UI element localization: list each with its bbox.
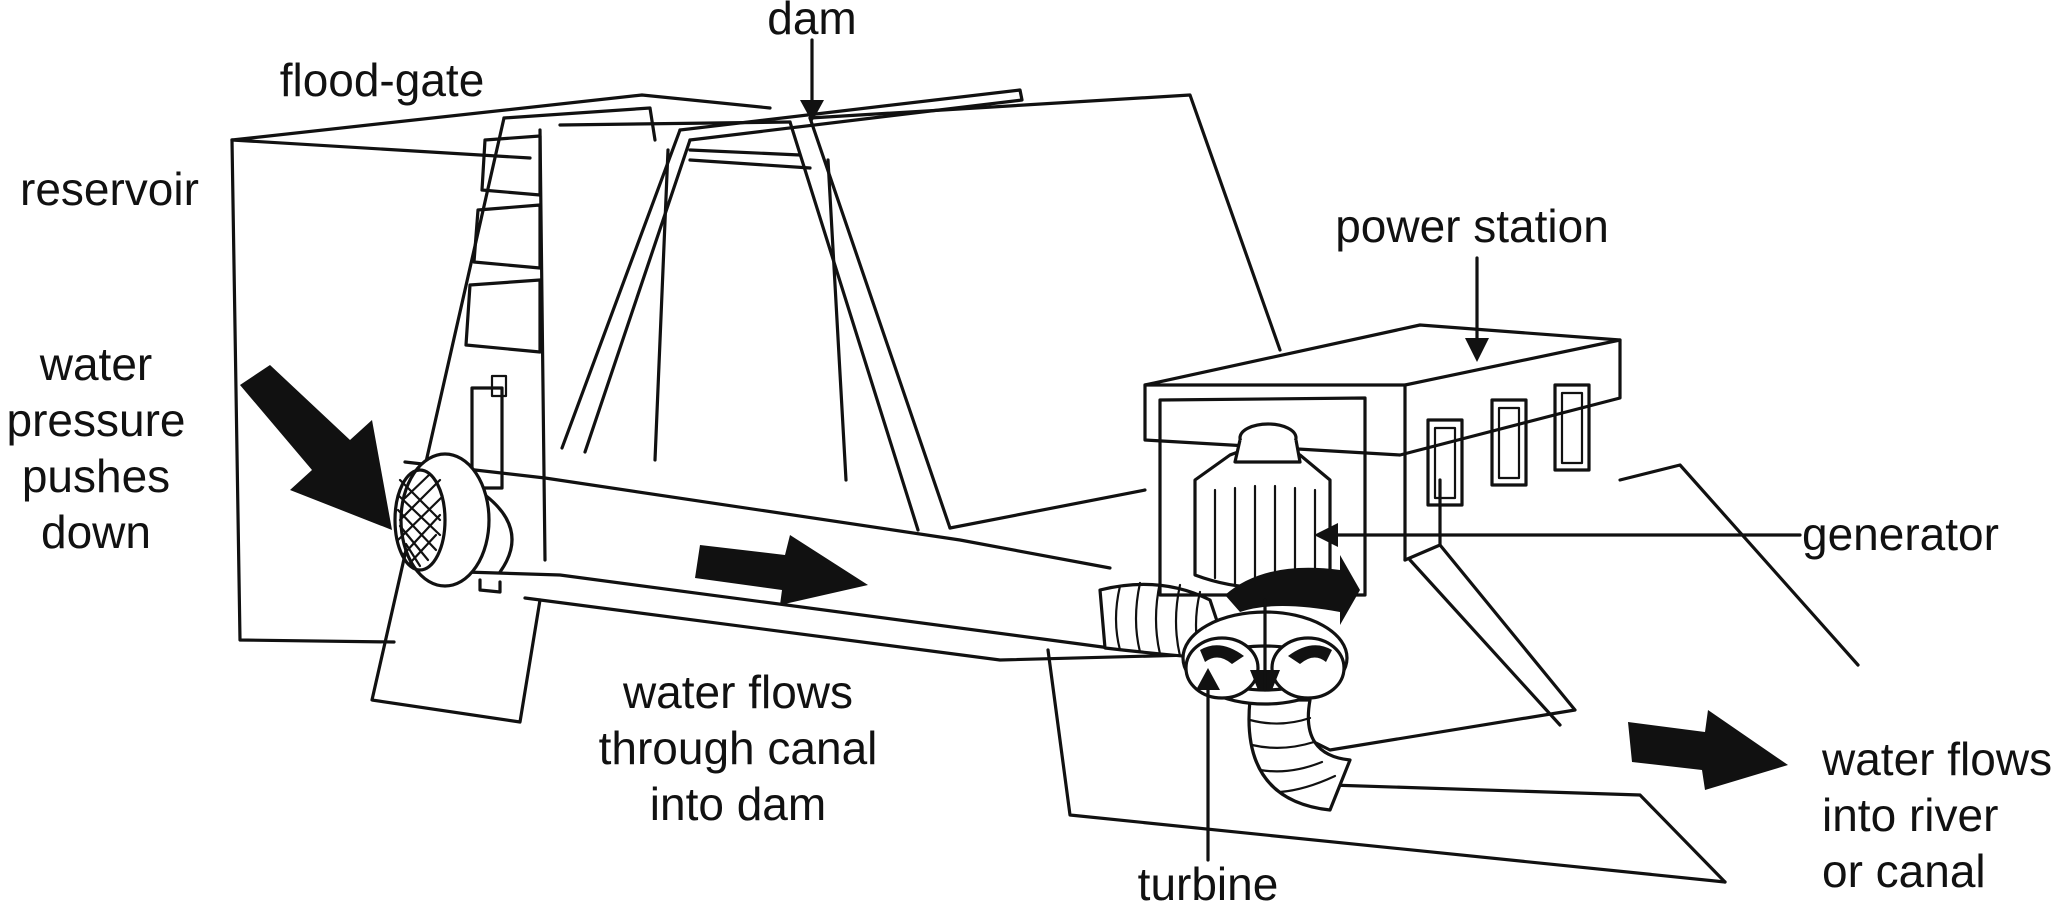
power-station-label: power station (1335, 200, 1609, 252)
river-label-line-1: water flows (1822, 733, 2053, 785)
pressure-label-line-4: down (41, 506, 151, 558)
river-label-line-2: into river (1822, 789, 1999, 841)
river-flow-arrow-icon (1628, 710, 1788, 790)
flood-gate-label: flood-gate (279, 54, 485, 106)
pressure-label-line-1: water (39, 338, 153, 390)
river-channel (1048, 465, 1858, 882)
river-label-line-3: or canal (1822, 845, 1986, 897)
dam-label: dam (767, 0, 857, 44)
reservoir-label: reservoir (20, 163, 199, 215)
pressure-label-line-3: pushes (21, 450, 171, 502)
canal-label-line-2: through canal (598, 722, 878, 774)
dam-wall (560, 90, 1280, 530)
generator-label: generator (1802, 508, 1999, 560)
pressure-label-line-2: pressure (6, 394, 186, 446)
turbine-label: turbine (1137, 858, 1279, 905)
flood-gate-tower (372, 108, 655, 722)
pressure-arrow-icon (240, 365, 392, 530)
outflow-pipe (1249, 700, 1350, 810)
canal-label-line-1: water flows (622, 666, 854, 718)
canal-flow-arrow-icon (695, 535, 868, 605)
canal-label-line-3: into dam (649, 778, 827, 830)
reservoir-wall (232, 95, 770, 642)
